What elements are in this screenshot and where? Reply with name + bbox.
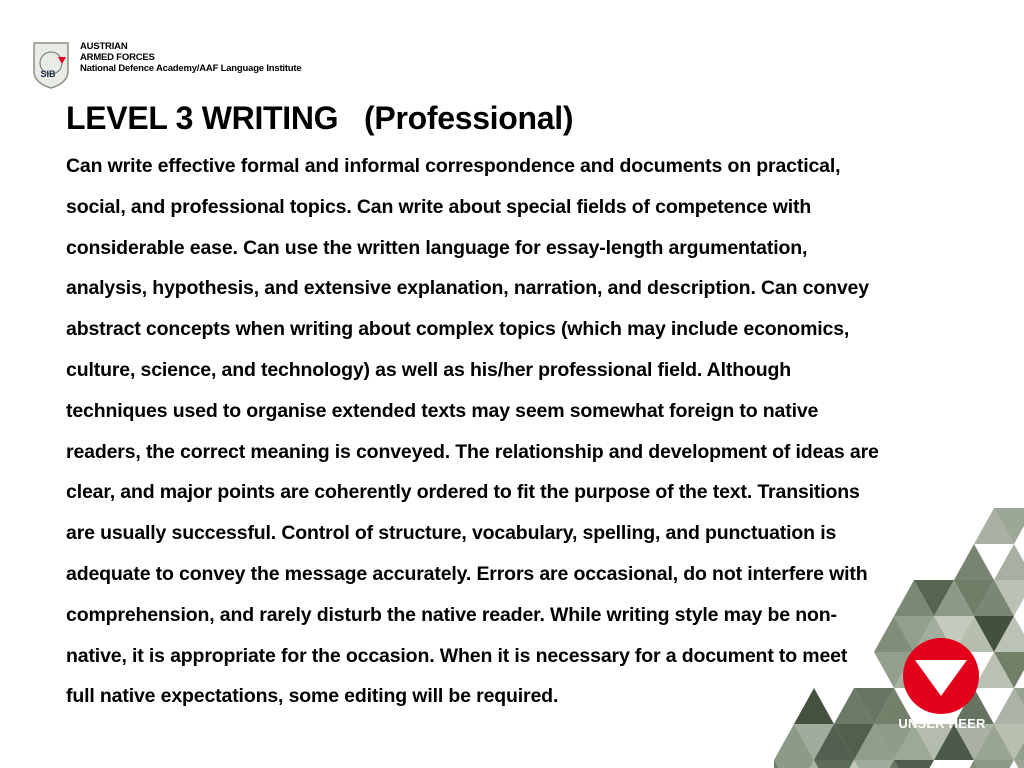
body-line: adequate to convey the message accurately. Errors are occasional, do not interfere with [66,562,868,585]
brand-label: UNSER HEER [898,716,986,731]
decor-triangle [814,760,854,768]
decor-triangle [854,760,894,768]
body-line: culture, science, and technology) as well as his/her professional field. Although [66,358,792,381]
decor-triangle [894,760,934,768]
org-line-1: AUSTRIAN [80,41,128,52]
decor-triangle [774,760,814,768]
body-line: are usually successful. Control of structure, vocabulary, spelling, and punctuation is [66,522,837,545]
decor-triangle [994,544,1024,580]
body-line: clear, and major points are coherently ordered to fit the purpose of the text. Transitions [66,481,860,504]
body-line: Can write effective formal and informal correspondence and documents on practical, [66,155,841,177]
body-line: analysis, hypothesis, and extensive explanation, narration, and description. Can convey [66,277,869,300]
body-line: social, and professional topics. Can write about special fields of competence with [66,195,812,218]
body-line: full native expectations, some editing will be required. [66,685,559,708]
organization-name [80,41,301,74]
body-line: considerable ease. Can use the written language for essay-length argumentation, [66,236,808,259]
body-line: readers, the correct meaning is conveyed. The relationship and development of ideas are [66,440,879,463]
decor-triangle [1014,760,1024,768]
decor-triangle [974,760,1014,768]
crest-logo [32,41,70,89]
body-line: native, it is appropriate for the occasion. When it is necessary for a document to meet [66,644,848,667]
body-line: techniques used to organise extended texts may seem somewhat foreign to native [66,399,819,422]
header [32,41,301,89]
org-line-2: ARMED FORCES [80,52,155,63]
army-emblem-icon [901,636,981,716]
body-line: comprehension, and rarely disturb the native reader. While writing style may be non- [66,603,837,626]
slide-body [66,146,966,717]
slide-title: LEVEL 3 WRITING (Professional) [66,100,574,136]
crest-logo-text: SIB [40,69,56,79]
org-line-3: National Defence Academy/AAF Language Institute [80,63,302,74]
body-line: abstract concepts when writing about complex topics (which may include economics, [66,318,850,341]
